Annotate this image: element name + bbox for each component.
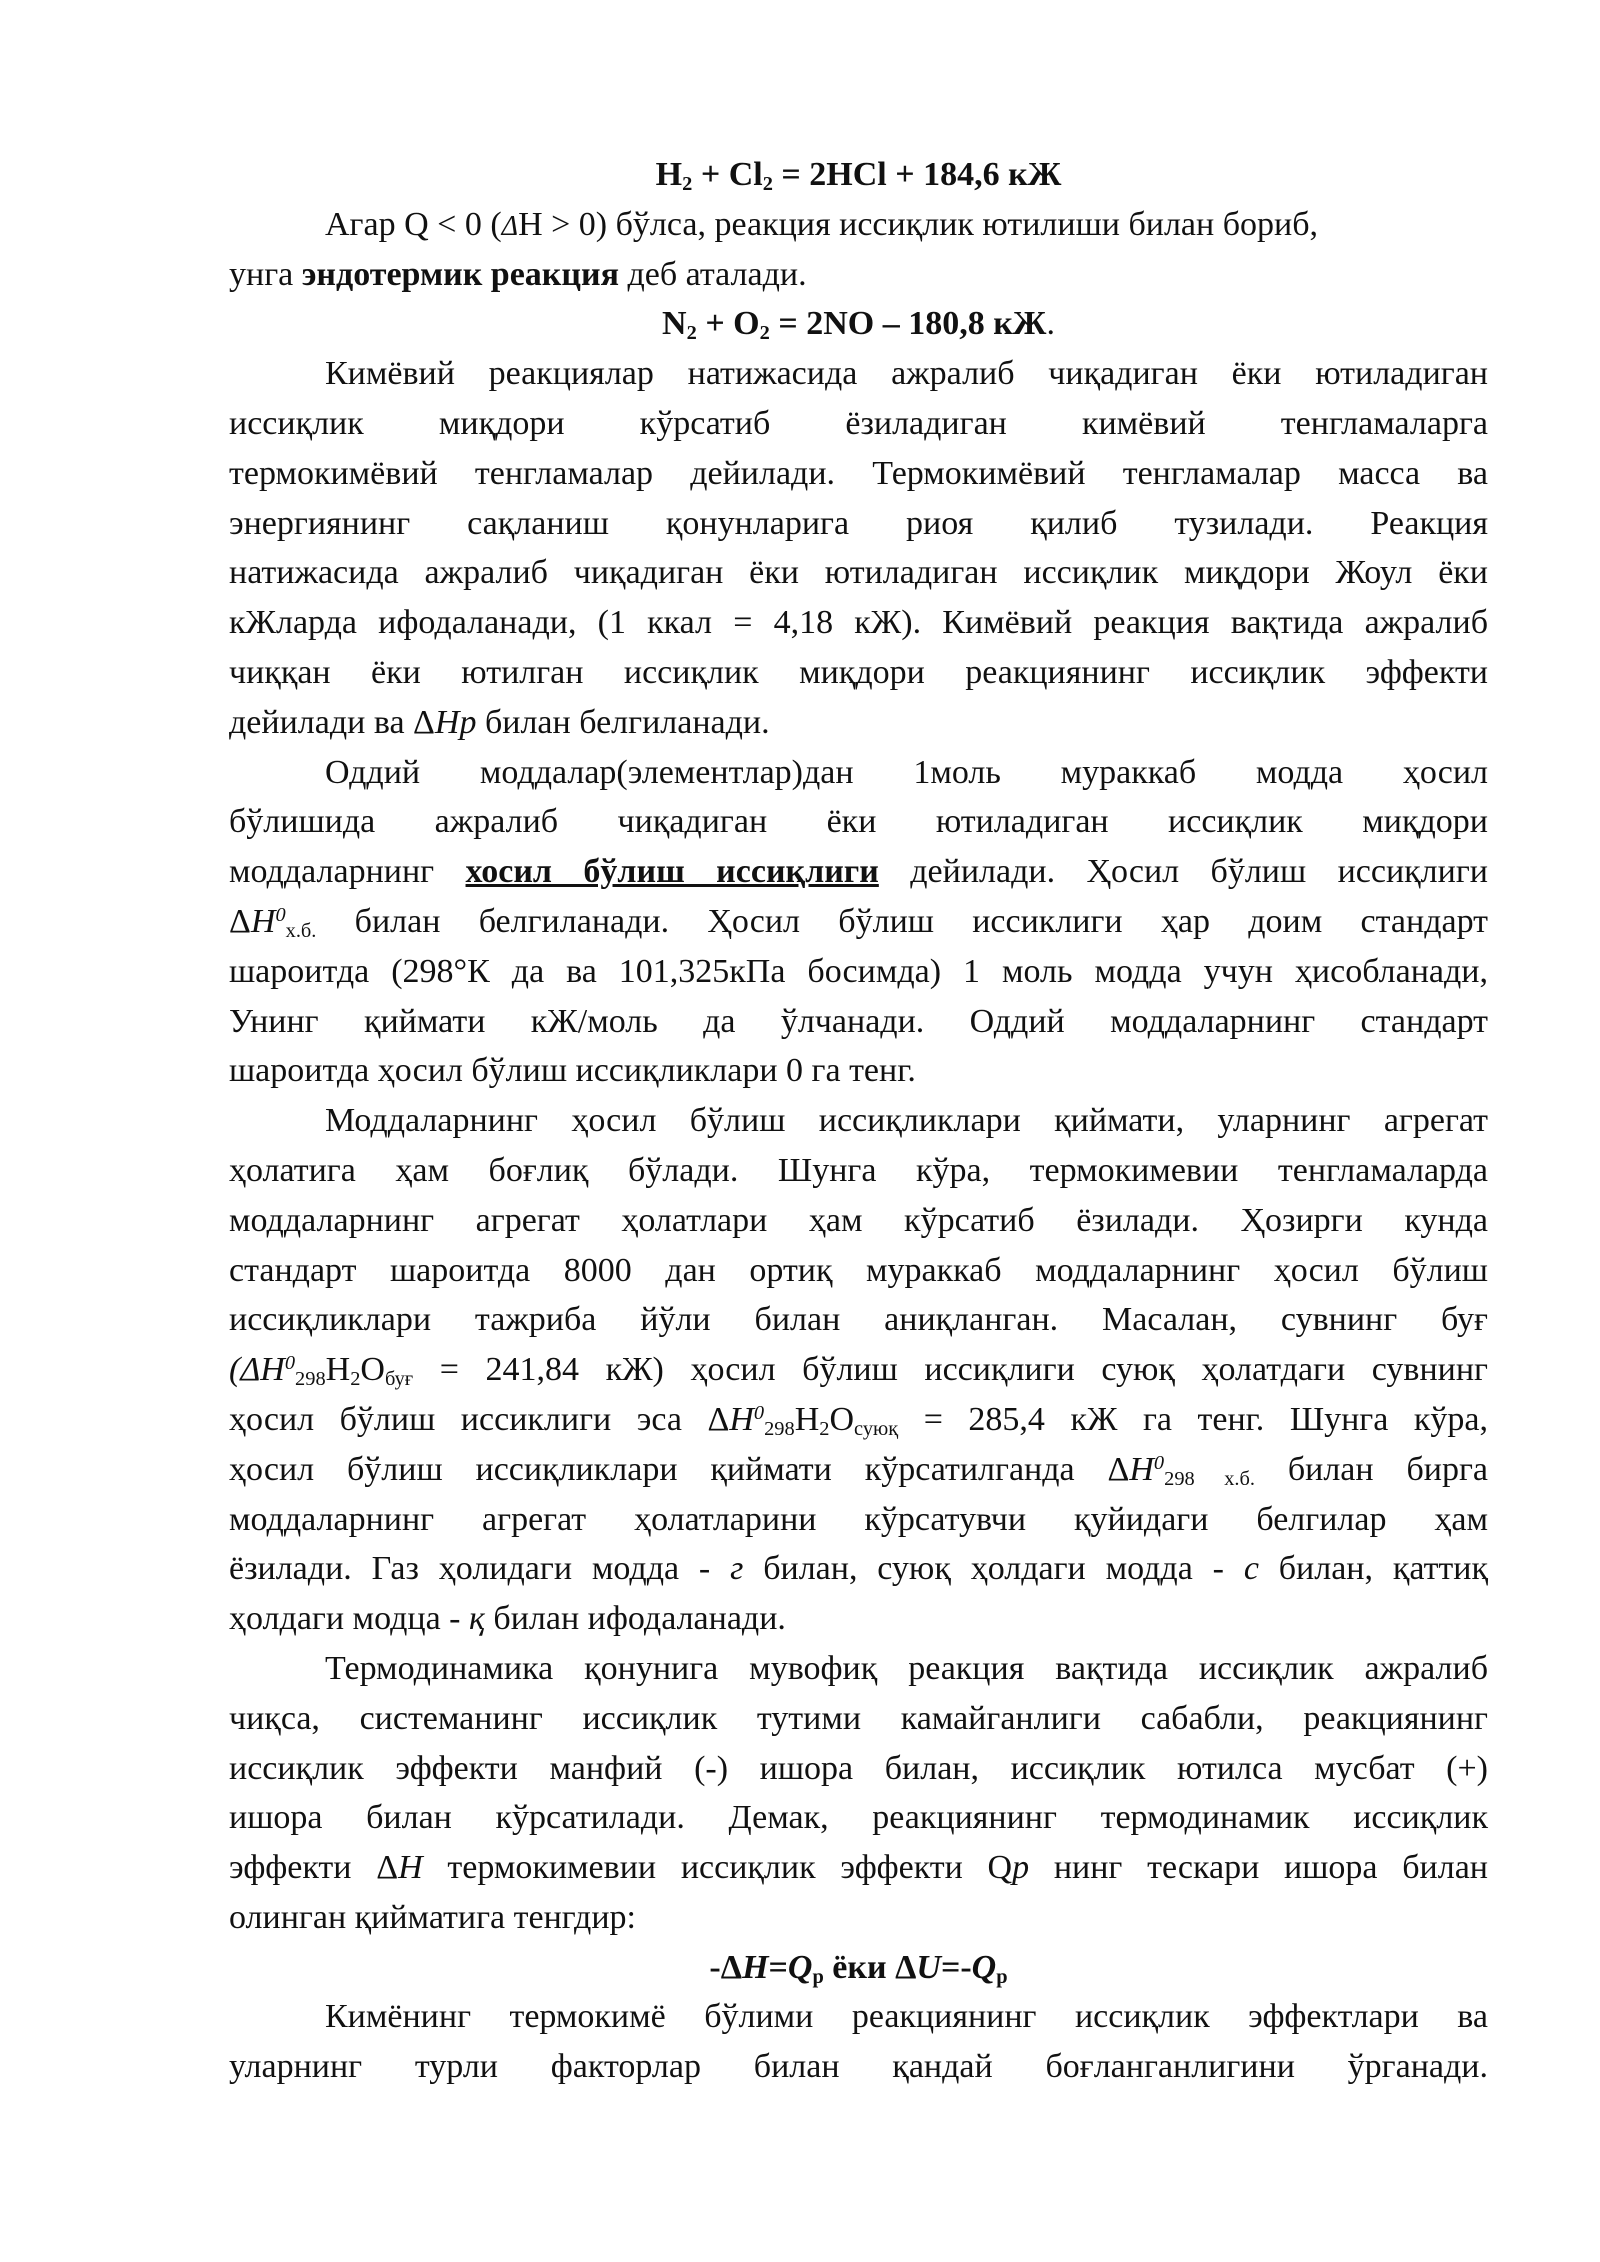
subscript: х.б. [285,920,317,943]
superscript: 0 [284,1351,296,1374]
eq-text: = [768,1948,788,1986]
text-run: = 285,4 кЖ га тенг. Шунга кўра, [898,1400,1488,1438]
text-run: H [1129,1450,1154,1488]
paragraph-line: шароитда (298°К да ва 101,325кПа босимда) 1 моль модда учун ҳисобланади, [229,952,1488,990]
paragraph-line: натижасида ажралиб чиқадиган ёки ютиладиган иссиқлик миқдори Жоул ёки [229,554,1488,592]
text-run: билан ифодаланади. [484,1600,786,1638]
paragraph-line: Термодинамика қонунига мувофиқ реакция вақтида иссиқлик ажралиб [325,1649,1488,1687]
paragraph-line [229,1843,1488,1893]
text-run: деб аталади. [618,255,807,293]
paragraph-line: Унинг қиймати кЖ/моль да ўлчанади. Оддий моддаларнинг стандарт [229,1002,1488,1040]
subscript: 298 [764,1418,795,1441]
text-line [229,250,1488,300]
eq-sub: 2 [682,173,693,196]
delta-symbol: Δ [501,210,519,242]
subscript: 2 [819,1418,830,1441]
text-run: дейилади. Ҳосил бўлиш иссиқлиги [878,853,1488,891]
text-run: H [325,1351,351,1389]
superscript: 0 [275,903,286,926]
text-run: билан белгиланади. Ҳосил бўлиш иссиклиги ҳар доим стандарт [316,902,1488,940]
text-run: H > 0) бўлса, реакция иссиқлик ютилиши билан бориб, [518,205,1318,243]
paragraph-line: олинган қийматига тенгдир: [229,1898,636,1936]
eq-sub: 2 [759,322,770,345]
paragraph-line: кЖларда ифодаланади, (1 ккал = 4,18 кЖ). Кимёвий реакция вақтида ажралиб [229,604,1488,642]
text-run: эффекти Δ [229,1849,399,1887]
text-run: ёзилади. Газ ҳолидаги модда - [229,1550,731,1588]
subscript: 298 х.б. [1164,1467,1255,1490]
text-run: с [1243,1550,1259,1588]
eq-text: -Δ [709,1948,743,1986]
text-run: Hр [434,703,477,741]
eq-text: Q [971,1948,997,1986]
paragraph-line: иссиқлик миқдори кўрсатиб ёзиладиган кимёвий тенгламаларга [229,404,1488,442]
eq-text: = 2NO – 180,8 кЖ [769,305,1047,343]
paragraph-line: Оддий моддалар(элементлар)дан 1моль мураккаб модда ҳосил [325,753,1488,791]
paragraph-line: бўлишида ажралиб чиқадиган ёки ютиладиган иссиқлик миқдори [229,803,1488,841]
text-run: = 241,84 кЖ) ҳосил бўлиш иссиқлиги суюқ ҳолатдаги сувнинг [413,1351,1488,1389]
paragraph-line: Моддаларнинг ҳосил бўлиш иссиқликлари қиймати, уларнинг агрегат [325,1102,1488,1140]
paragraph-line [229,1544,1488,1594]
superscript: 0 [753,1401,765,1424]
eq-text: H [742,1948,769,1986]
paragraph-line: стандарт шароитда 8000 дан ортиқ мураккаб моддаларнинг ҳосил бўлиш [229,1251,1488,1289]
text-run: ҳосил бўлиш иссиклиги эса Δ [229,1400,730,1438]
paragraph-line: шароитда ҳосил бўлиш иссиқликлари 0 га тенг. [229,1052,916,1090]
eq-text: Q [787,1948,813,1986]
equation-delta-h [229,1943,1488,1993]
paragraph-line: ишора билан кўрсатилади. Демак, реакциянинг термодинамик иссиқлик [229,1799,1488,1837]
text-run: моддаларнинг [229,853,466,891]
text-run: г [730,1550,744,1588]
text-run: H [398,1849,423,1887]
superscript: 0 [1153,1451,1165,1474]
paragraph-line: чиқса, системанинг иссиқлик тутими камайганлиги сабабли, реакциянинг [229,1699,1488,1737]
text-run: O [360,1351,385,1389]
text-run: H [729,1400,754,1438]
paragraph-line: моддаларнинг агрегат ҳолатларини кўрсатувчи қуйидаги белгилар ҳам [229,1500,1488,1538]
subscript: 2 [350,1368,361,1391]
text-run: H [250,902,276,940]
text-run: H [794,1400,820,1438]
text-run: H [260,1351,285,1389]
equation-n2-o2 [229,299,1488,349]
eq-text: + O [696,305,760,343]
term-endothermic: эндотермик реакция [301,255,619,293]
text-run: билан, қаттиқ [1258,1550,1488,1588]
text-run: ҳолдаги модца - [229,1600,469,1638]
text-run: р [1012,1849,1030,1887]
eq-text: =- [940,1948,972,1986]
term-formation-heat: хосил бўлиш иссиқлиги [465,853,879,891]
eq-sub: p [812,1965,824,1988]
text-run: билан, суюқ ҳолдаги модда - [743,1550,1244,1588]
subscript: 298 [295,1368,326,1391]
text-run: Агар Q < 0 ( [325,205,502,243]
eq-text: N [662,305,687,343]
paragraph-line: термокимёвий тенгламалар дейилади. Термокимёвий тенгламалар масса ва [229,454,1488,492]
eq-text: ёки Δ [823,1948,917,1986]
text-run: қ [469,1600,485,1638]
paragraph-line [229,1594,1488,1644]
text-line [229,200,1488,250]
paragraph-line [229,897,1488,947]
eq-text: + Cl [692,156,763,193]
subscript: суюқ [854,1418,899,1441]
eq-text: . [1046,305,1055,343]
paragraph-line: Кимёвий реакциялар натижасида ажралиб чиқадиган ёки ютиладиган [325,355,1488,393]
text-run: дейилади ва Δ [229,703,435,741]
paragraph-line: иссиқликлари тажриба йўли билан аниқланган. Масалан, сувнинг буғ [229,1301,1488,1339]
subscript: буғ [384,1368,414,1391]
text-run: билан белгиланади. [476,703,770,741]
eq-text: H [655,156,683,193]
paragraph-line [229,1445,1488,1495]
eq-text: = 2HCl + 184,6 кЖ [772,156,1062,193]
text-run: ҳосил бўлиш иссиқликлари қиймати кўрсатилганда Δ [229,1450,1130,1488]
paragraph-line [229,1395,1488,1445]
paragraph-line [229,698,1488,748]
eq-sub: 2 [762,173,773,196]
paragraph-line: энергиянинг сақланиш қонунларига риоя қилиб тузилади. Реакция [229,504,1488,542]
eq-sub: p [996,1965,1008,1988]
eq-sub: 2 [686,322,697,345]
text-run: Δ [229,902,251,940]
text-run: билан бирга [1254,1450,1488,1488]
paragraph-line [229,847,1488,897]
paragraph-line: чиққан ёки ютилган иссиқлик миқдори реакциянинг иссиқлик эффекти [229,653,1488,691]
text-run: унга [229,255,302,293]
paragraph-line: иссиқлик эффекти манфий (-) ишора билан, иссиқлик ютилса мусбат (+) [229,1749,1488,1787]
paragraph-line [229,1345,1488,1395]
equation-h2-cl2 [229,150,1488,200]
paragraph-line: уларнинг турли факторлар билан қандай боғланганлигини ўрганади. [229,2048,1488,2086]
paragraph-line: моддаларнинг агрегат ҳолатлари ҳам кўрсатиб ёзилади. Ҳозирги кунда [229,1201,1488,1239]
text-run: O [829,1400,855,1438]
text-run: нинг тескари ишора билан [1029,1849,1488,1887]
text-run: термокимевии иссиқлик эффекти Q [422,1849,1013,1887]
paragraph-line: Кимёнинг термокимё бўлими реакциянинг иссиқлик эффектлари ва [325,1998,1488,2036]
eq-text: U [916,1948,941,1986]
paragraph-line: ҳолатига ҳам боғлиқ бўлади. Шунга кўра, термокимевии тенгламаларда [229,1151,1488,1189]
text-run: (Δ [229,1351,261,1389]
